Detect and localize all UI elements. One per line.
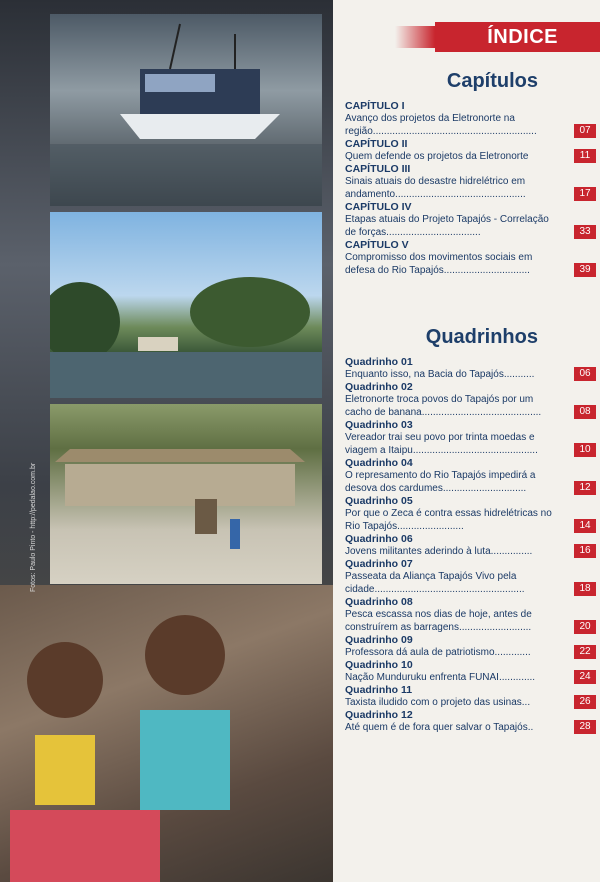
comic-entry[interactable] [345,495,591,533]
chapter-heading: CAPÍTULO IV [345,201,412,213]
index-banner [435,22,600,52]
comic-description: Taxista iludido com o projeto das usinas... [345,697,531,708]
river-house-photo [50,212,322,398]
chapter-description: Avanço dos projetos da Eletronorte na região........................................................... [345,113,537,137]
comic-heading: Quadrinho 12 [345,709,413,721]
comic-heading: Quadrinho 09 [345,634,413,646]
comic-description: Passeata da Aliança Tapajós Vivo pela cidade...................................................... [345,571,525,595]
page-number-badge: 06 [574,367,596,381]
stilt-house-illustration [50,404,322,584]
chapter-entry[interactable] [345,100,591,138]
comic-description: Pesca escassa nos dias de hoje, antes de construírem as barragens.......................... [345,609,532,633]
comic-heading: Quadrinho 05 [345,495,413,507]
comic-description: Nação Munduruku enfrenta FUNAI............. [345,672,536,683]
page-number-badge: 26 [574,695,596,709]
boat-photo [50,14,322,206]
comic-entry[interactable] [345,684,591,709]
river-illustration [50,212,322,398]
chapter-description: Etapas atuais do Projeto Tapajós - Correlação de forças.................................. [345,214,549,238]
comic-entry[interactable] [345,457,591,495]
comic-heading: Quadrinho 03 [345,419,413,431]
comic-description: Enquanto isso, na Bacia do Tapajós........... [345,369,535,380]
comic-description: Vereador trai seu povo por trinta moedas e viagem a Itaipu............................................. [345,432,538,456]
page-number-badge: 12 [574,481,596,495]
page-number-badge: 07 [574,124,596,138]
comic-heading: Quadrinho 06 [345,533,413,545]
page-number-badge: 24 [574,670,596,684]
comic-heading: Quadrinho 11 [345,684,413,696]
chapter-heading: CAPÍTULO III [345,163,411,175]
comic-heading: Quadrinho 08 [345,596,413,608]
comic-description: Professora dá aula de patriotismo............. [345,647,531,658]
comic-description: Até quem é de fora quer salvar o Tapajós.. [345,722,534,733]
comics-title: Quadrinhos [425,326,538,348]
comic-description: Eletronorte troca povos do Tapajós por um cacho de banana........................................... [345,394,542,418]
stilt-house-photo [50,404,322,584]
comic-heading: Quadrinho 07 [345,558,413,570]
chapter-heading: CAPÍTULO I [345,100,405,112]
comic-entry[interactable] [345,634,591,659]
page-number-badge: 17 [574,187,596,201]
chapters-list [345,100,591,277]
page-number-badge: 39 [574,263,596,277]
chapter-heading: CAPÍTULO II [345,138,408,150]
comic-heading: Quadrinho 10 [345,659,413,671]
page-number-badge: 22 [574,645,596,659]
chapter-description: Sinais atuais do desastre hidrelétrico em andamento............................................... [345,176,526,200]
page-number-badge: 28 [574,720,596,734]
comic-entry[interactable] [345,356,591,381]
chapter-heading: CAPÍTULO V [345,239,409,251]
page-number-badge: 14 [574,519,596,533]
page-number-badge: 16 [574,544,596,558]
page-number-badge: 33 [574,225,596,239]
index-title: ÍNDICE [487,26,558,48]
boat-illustration [50,14,322,206]
comic-description: Jovens militantes aderindo à luta............... [345,546,533,557]
comic-entry[interactable] [345,381,591,419]
page-number-badge: 11 [574,149,596,163]
chapters-title: Capítulos [446,70,538,92]
comic-heading: Quadrinho 02 [345,381,413,393]
comic-entry[interactable] [345,533,591,558]
comic-entry[interactable] [345,659,591,684]
chapter-entry[interactable] [345,239,591,277]
photo-credit: Fotos: Paulo Pinto - http://pedalao.com.br [30,462,37,592]
comics-list [345,356,591,734]
page-number-badge: 08 [574,405,596,419]
page-number-badge: 10 [574,443,596,457]
comic-entry[interactable] [345,558,591,596]
comic-description: O represamento do Rio Tapajós impedirá a desova dos cardumes.............................. [345,470,536,494]
comic-heading: Quadrinho 01 [345,356,413,368]
chapter-description: Quem defende os projetos da Eletronorte [345,151,529,162]
chapter-entry[interactable] [345,201,591,239]
comic-heading: Quadrinho 04 [345,457,413,469]
children-photo [0,585,333,882]
comic-entry[interactable] [345,596,591,634]
page-number-badge: 20 [574,620,596,634]
comic-entry[interactable] [345,419,591,457]
chapter-entry[interactable] [345,138,591,163]
comic-description: Por que o Zeca é contra essas hidrelétricas no Rio Tapajós........................ [345,508,552,532]
chapter-entry[interactable] [345,163,591,201]
chapter-description: Compromisso dos movimentos sociais em defesa do Rio Tapajós............................... [345,252,533,276]
children-illustration [0,585,333,882]
comic-entry[interactable] [345,709,591,734]
page-number-badge: 18 [574,582,596,596]
